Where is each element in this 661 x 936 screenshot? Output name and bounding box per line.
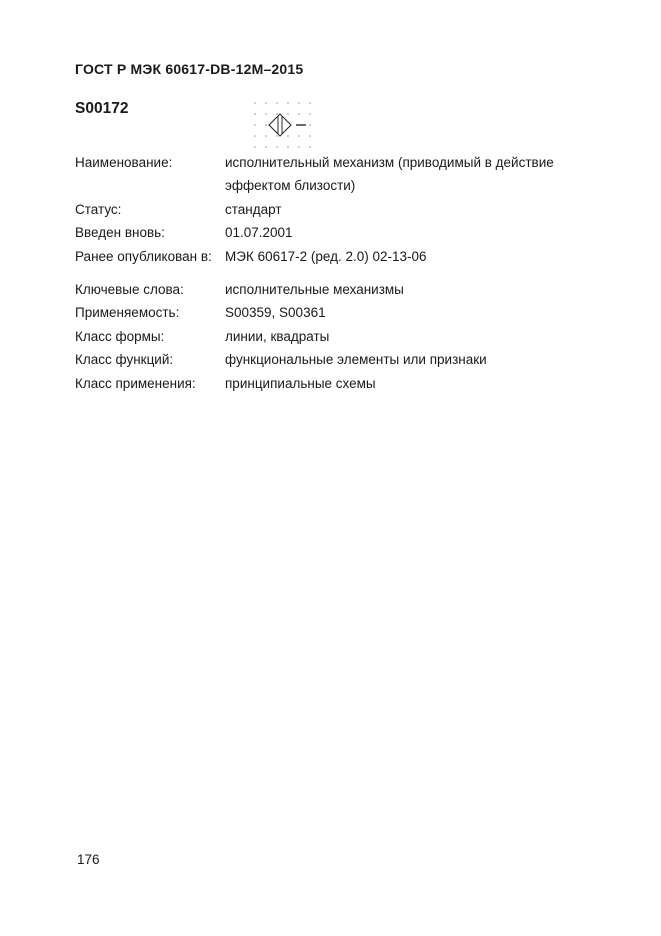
field-label: Введен вновь: [75, 225, 165, 241]
field-label: Ключевые слова: [75, 282, 184, 297]
field-row-keywords [75, 278, 580, 301]
field-row-shape-class [75, 325, 580, 348]
field-row-previously-published [75, 245, 580, 268]
field-label: Класс формы: [75, 328, 165, 344]
field-value: принципиальные схемы [225, 375, 376, 391]
field-row-function-class [75, 348, 580, 371]
field-value: МЭК 60617-2 (ред. 2.0) 02-13-06 [225, 248, 427, 264]
field-value: исполнительные механизмы [225, 282, 404, 297]
field-label: Применяемость: [75, 305, 180, 321]
field-row-status [75, 198, 580, 221]
field-label: Класс функций: [75, 352, 174, 368]
document-header: ГОСТ Р МЭК 60617-DB-12M–2015 [75, 61, 304, 77]
field-value: стандарт [225, 201, 282, 217]
field-value: функциональные элементы или признаки [225, 352, 487, 368]
field-label: Ранее опубликован в: [75, 248, 212, 264]
field-row-application-class [75, 372, 580, 395]
field-value: исполнительный механизм (приводимый в действие эффектом близости) [225, 155, 554, 194]
field-value: линии, квадраты [225, 328, 330, 344]
field-label: Наименование: [75, 155, 173, 170]
page-number: 176 [77, 852, 100, 867]
field-value: S00359, S00361 [225, 305, 326, 321]
symbol-id-heading: S00172 [75, 100, 129, 117]
field-row-name [75, 151, 580, 198]
field-row-applicability [75, 301, 580, 324]
field-value: 01.07.2001 [225, 225, 293, 241]
iec-proximity-actuated-actuator-symbol-icon [250, 98, 316, 152]
field-row-introduced [75, 221, 580, 244]
general-fields [75, 151, 580, 268]
field-label: Статус: [75, 201, 122, 217]
classification-fields [75, 278, 580, 395]
field-label: Класс применения: [75, 375, 196, 391]
